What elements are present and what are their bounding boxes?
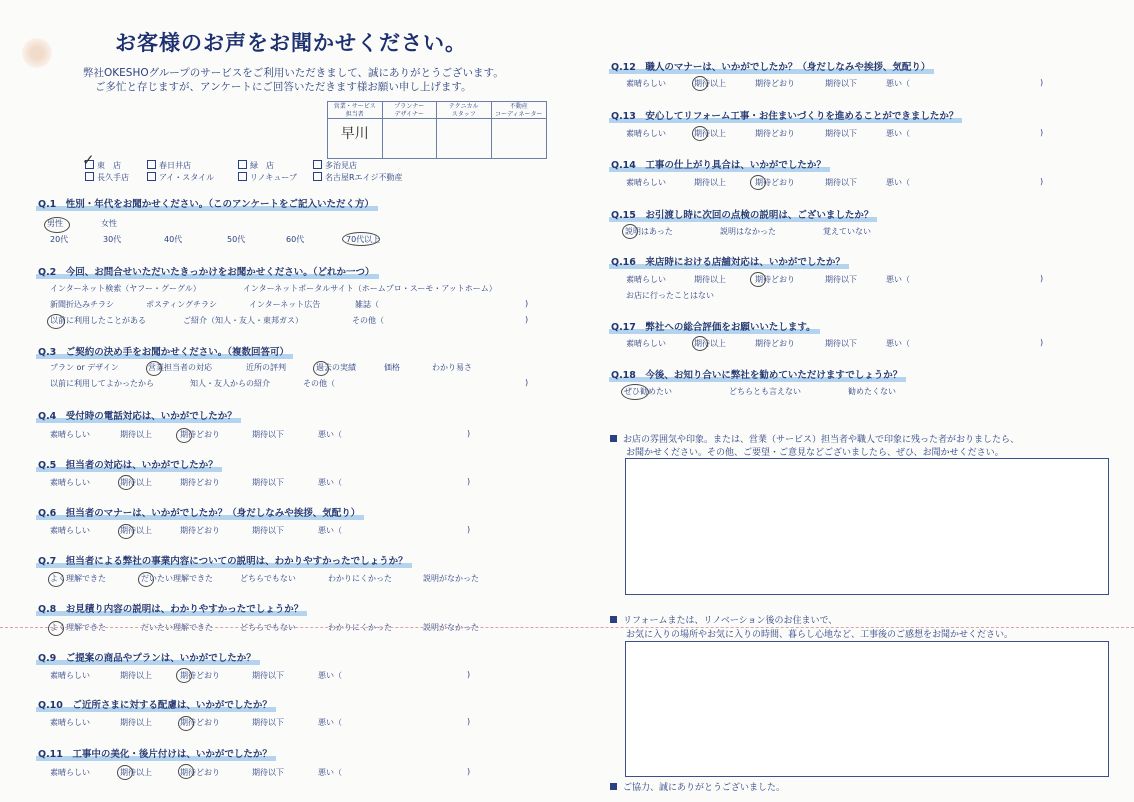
answer-circle (178, 716, 194, 731)
answer-option[interactable]: 期待以下 (825, 339, 857, 348)
answer-option[interactable]: 期待以上 (694, 79, 726, 88)
answer-circle (621, 384, 649, 400)
answer-option: ) (525, 315, 529, 324)
answer-option[interactable]: 男性 (47, 219, 63, 228)
answer-option[interactable]: 以前に利用してよかったから (50, 379, 154, 388)
answer-option[interactable]: 期待どおり (755, 178, 795, 187)
intro-line-1: 弊社OKESHOグループのサービスをご利用いただきまして、誠にありがとうございます。 (83, 67, 504, 79)
answer-option[interactable]: 期待以下 (825, 129, 857, 138)
answer-option[interactable]: 説明がなかった (423, 623, 479, 632)
question-heading: Q.16 来店時における店舗対応は、いかがでしたか？ (611, 254, 845, 268)
staff-cell-planner[interactable] (383, 119, 438, 158)
question-heading: Q.5 担当者の対応は、いかがでしたか？ (38, 457, 218, 471)
answer-option: ) (467, 525, 471, 534)
question-heading: Q.4 受付時の電話対応は、いかがでしたか？ (38, 408, 237, 422)
answer-option[interactable]: 素晴らしい (626, 129, 666, 138)
free-text-1-prompt-1: お店の雰囲気や印象。または、営業（サービス）担当者や職人で印象に残った者がおりましたら、 (610, 432, 1019, 445)
question-heading: Q.1 性別・年代をお聞かせください。（このアンケートをご記入いただく方） (38, 196, 374, 210)
answer-option[interactable]: 期待以上 (694, 275, 726, 284)
answer-option[interactable]: ポスティングチラシ (146, 300, 218, 309)
answer-option[interactable]: 20代 (50, 235, 69, 244)
answer-option: ) (467, 477, 471, 486)
answer-option[interactable]: 期待以上 (120, 768, 152, 777)
answer-option[interactable]: 期待どおり (180, 526, 220, 535)
question-heading: Q.11 工事中の美化・後片付けは、いかがでしたか？ (38, 746, 272, 760)
answer-option[interactable]: 期待どおり (755, 79, 795, 88)
answer-option: ) (1040, 338, 1044, 347)
bullet-square-icon (610, 435, 617, 442)
store-option[interactable]: 東 店 (85, 160, 121, 171)
answer-option: ) (1040, 274, 1044, 283)
answer-option[interactable]: 素晴らしい (626, 79, 666, 88)
store-option[interactable]: 春日井店 (147, 160, 191, 171)
answer-circle (622, 224, 638, 239)
answer-option[interactable]: 期待どおり (180, 430, 220, 439)
answer-option: ) (467, 429, 471, 438)
store-option[interactable]: 多治見店 (313, 160, 357, 171)
logo-stamp (22, 38, 52, 68)
answer-option[interactable]: 説明はあった (625, 227, 673, 236)
answer-option[interactable]: 悪い（ (318, 718, 342, 727)
answer-circle (146, 361, 162, 376)
answer-option[interactable]: ぜひ勧めたい (624, 387, 672, 396)
answer-option[interactable]: インターネット広告 (249, 300, 321, 309)
answer-option[interactable]: お店に行ったことはない (626, 291, 714, 300)
store-option[interactable]: 長久手店 (85, 172, 129, 183)
store-option[interactable]: アイ・スタイル (147, 172, 214, 183)
checkbox[interactable] (85, 172, 94, 181)
answer-option[interactable]: 期待どおり (180, 768, 220, 777)
question-heading: Q.12 職人のマナーは、いかがでしたか？（身だしなみや挨拶、気配り） (611, 59, 930, 73)
question-heading: Q.6 担当者のマナーは、いかがでしたか？（身だしなみや挨拶、気配り） (38, 505, 360, 519)
answer-option[interactable]: 以前に利用したことがある (50, 316, 146, 325)
answer-option: ) (1040, 128, 1044, 137)
question-heading: Q.3 ご契約の決め手をお聞かせください。（複数回答可） (38, 344, 289, 358)
answer-option[interactable]: 雑誌（ (355, 300, 379, 309)
answer-option: ) (467, 767, 471, 776)
staff-header-planner: プランナー デザイナー (383, 102, 438, 119)
free-text-2-prompt-1: リフォームまたは、リノベーション後のお住まいで、 (610, 613, 837, 626)
store-option[interactable]: 名古屋Rエイジ不動産 (313, 172, 403, 183)
answer-option[interactable]: 期待以下 (252, 430, 284, 439)
answer-option[interactable]: 期待以下 (252, 671, 284, 680)
answer-option[interactable]: 悪い（ (318, 526, 342, 535)
store-option[interactable]: 緑 店 (238, 160, 274, 171)
answer-option[interactable]: 悪い（ (886, 178, 910, 187)
answer-option[interactable]: インターネットポータルサイト（ホームプロ・スーモ・アットホーム） (243, 284, 497, 293)
answer-option: ) (525, 378, 529, 387)
answer-option[interactable]: だいたい理解できた (141, 574, 213, 583)
answer-option[interactable]: だいたい理解できた (141, 623, 213, 632)
answer-option[interactable]: どちらでもない (240, 574, 296, 583)
answer-option[interactable]: 期待以上 (694, 178, 726, 187)
answer-circle (138, 572, 154, 587)
answer-option: ) (467, 717, 471, 726)
answer-option[interactable]: 期待以上 (694, 129, 726, 138)
answer-option[interactable]: 期待どおり (755, 275, 795, 284)
answer-circle (176, 428, 192, 443)
staff-header-technical: テクニカル スタッフ (437, 102, 492, 119)
question-heading: Q.17 弊社への総合評価をお願いいたします。 (611, 319, 816, 333)
question-heading: Q.14 工事の仕上がり具合は、いかがでしたか？ (611, 157, 826, 171)
answer-option[interactable]: 期待どおり (180, 671, 220, 680)
question-heading: Q.2 今回、お問合せいただいたきっかけをお聞かせください。（どれか一つ） (38, 264, 375, 278)
free-text-1-box[interactable] (625, 458, 1109, 595)
answer-option[interactable]: 説明はなかった (720, 227, 776, 236)
answer-circle (313, 361, 329, 376)
fold-line (0, 627, 1134, 628)
staff-header-sales: 営業・サービス 担当者 (328, 102, 383, 119)
answer-circle (118, 524, 134, 539)
answer-option[interactable]: 新聞折込みチラシ (50, 300, 114, 309)
answer-option[interactable]: 素晴らしい (50, 478, 90, 487)
answer-circle (342, 232, 380, 246)
staff-table (327, 101, 547, 159)
answer-option[interactable]: 悪い（ (886, 275, 910, 284)
answer-option[interactable]: よく理解できた (50, 623, 106, 632)
answer-circle (44, 217, 70, 233)
answer-option[interactable]: 女性 (101, 219, 117, 228)
answer-circle (176, 668, 192, 683)
answer-circle (48, 621, 64, 636)
question-heading: Q.9 ご提案の商品やプランは、いかがでしたか？ (38, 650, 256, 664)
answer-circle (117, 765, 133, 780)
answer-option[interactable]: わかり易さ (432, 363, 472, 372)
bullet-square-icon (610, 783, 617, 790)
answer-circle (750, 175, 766, 190)
checkbox[interactable] (147, 160, 156, 169)
answer-option[interactable]: 40代 (164, 235, 183, 244)
answer-option[interactable]: 悪い（ (318, 430, 342, 439)
answer-option[interactable]: 期待以上 (120, 671, 152, 680)
answer-option[interactable]: わかりにくかった (328, 574, 392, 583)
answer-option[interactable]: 期待以下 (252, 526, 284, 535)
free-text-2-prompt-2: お気に入りの場所やお気に入りの時間、暮らし心地など、工事後のご感想をお聞かせください。 (626, 630, 1014, 640)
answer-option[interactable]: 覚えていない (823, 227, 871, 236)
answer-option[interactable]: 期待どおり (755, 339, 795, 348)
answer-option[interactable]: 素晴らしい (50, 768, 90, 777)
answer-option[interactable]: 素晴らしい (50, 430, 90, 439)
free-text-1-prompt-2: お聞かせください。その他、ご要望・ご意見などございましたら、ぜひ、お聞かせください。 (626, 448, 1004, 458)
answer-option[interactable]: 素晴らしい (626, 339, 666, 348)
answer-option: ) (1040, 78, 1044, 87)
staff-header-realestate: 不動産 コーディネーター (492, 102, 547, 119)
question-heading: Q.13 安心してリフォーム工事・お住まいづくりを進めることができましたか？ (611, 108, 958, 122)
footer-thanks: ご協力、誠にありがとうございました。 (610, 780, 785, 793)
answer-option[interactable]: 期待以下 (252, 478, 284, 487)
answer-option[interactable]: 説明がなかった (423, 574, 479, 583)
answer-option[interactable]: 勧めたくない (848, 387, 896, 396)
answer-option[interactable]: 悪い（ (318, 671, 342, 680)
answer-option[interactable]: 期待以上 (694, 339, 726, 348)
question-heading: Q.15 お引渡し時に次回の点検の説明は、ございましたか？ (611, 207, 873, 221)
answer-option[interactable]: その他（ (352, 316, 384, 325)
answer-circle (692, 126, 708, 141)
answer-option[interactable]: 素晴らしい (626, 178, 666, 187)
answer-option[interactable]: 期待以上 (120, 478, 152, 487)
answer-option[interactable]: 期待以上 (120, 430, 152, 439)
handwritten-name: 早川 (340, 126, 369, 142)
answer-option[interactable]: 期待以下 (825, 79, 857, 88)
checkbox[interactable] (238, 160, 247, 169)
answer-option[interactable]: 素晴らしい (50, 718, 90, 727)
answer-option[interactable]: わかりにくかった (328, 623, 392, 632)
staff-cell-sales[interactable] (328, 119, 383, 158)
answer-circle (178, 764, 194, 779)
staff-cell-realestate[interactable] (492, 119, 547, 158)
answer-option[interactable]: 期待以下 (252, 768, 284, 777)
answer-option[interactable]: どちらとも言えない (729, 387, 801, 396)
answer-option[interactable]: 悪い（ (318, 478, 342, 487)
answer-option[interactable]: よく理解できた (50, 574, 106, 583)
answer-option[interactable]: その他（ (303, 379, 335, 388)
answer-option[interactable]: 知人・友人からの紹介 (190, 379, 270, 388)
question-heading: Q.18 今後、お知り合いに弊社を勧めていただけますでしょうか？ (611, 367, 902, 381)
answer-option: ) (525, 299, 529, 308)
answer-circle (750, 272, 766, 287)
answer-circle (692, 336, 708, 351)
answer-option[interactable]: 30代 (103, 235, 122, 244)
answer-option[interactable]: 期待どおり (180, 478, 220, 487)
checkbox[interactable] (313, 160, 322, 169)
answer-option[interactable]: 価格 (384, 363, 400, 372)
question-heading: Q.8 お見積り内容の説明は、わかりやすかったでしょうか？ (38, 601, 303, 615)
answer-option[interactable]: 悪い（ (886, 339, 910, 348)
answer-circle (692, 76, 708, 91)
answer-option: ) (1040, 177, 1044, 186)
intro-line-2: ご多忙と存じますが、アンケートにご回答いただきます様お願い申し上げます。 (95, 81, 472, 93)
store-option[interactable]: リノキューブ (238, 172, 297, 183)
free-text-2-box[interactable] (625, 641, 1109, 777)
answer-option[interactable]: 50代 (227, 235, 246, 244)
answer-option[interactable]: 60代 (286, 235, 305, 244)
check-mark: ✓ (82, 151, 95, 169)
answer-option[interactable]: 期待どおり (755, 129, 795, 138)
answer-option[interactable]: ご紹介（知人・友人・東邦ガス） (183, 316, 303, 325)
answer-option[interactable]: 悪い（ (886, 129, 910, 138)
survey-title: お客様のお声をお聞かせください。 (115, 31, 467, 55)
answer-circle (48, 572, 64, 587)
answer-option[interactable]: 期待以下 (252, 718, 284, 727)
answer-option[interactable]: どちらでもない (240, 623, 296, 632)
answer-option[interactable]: 期待以下 (825, 275, 857, 284)
answer-option[interactable]: 素晴らしい (50, 671, 90, 680)
answer-option[interactable]: 営業担当者の対応 (148, 363, 212, 372)
staff-cell-technical[interactable] (437, 119, 492, 158)
question-heading: Q.7 担当者による弊社の事業内容についての説明は、わかりやすかったでしょうか？ (38, 553, 408, 567)
answer-option[interactable]: 期待以下 (825, 178, 857, 187)
answer-option[interactable]: 70代以上 (346, 235, 381, 244)
answer-option[interactable]: 期待以上 (120, 526, 152, 535)
answer-option[interactable]: 近所の評判 (246, 363, 286, 372)
answer-option[interactable]: 過去の実績 (316, 363, 356, 372)
bullet-square-icon (610, 616, 617, 623)
answer-option: ) (467, 670, 471, 679)
checkbox[interactable] (313, 172, 322, 181)
answer-circle (118, 475, 134, 490)
answer-circle (47, 314, 65, 329)
checkbox[interactable] (147, 172, 156, 181)
answer-option[interactable]: プラン or デザイン (50, 363, 119, 372)
answer-option[interactable]: 期待どおり (180, 718, 220, 727)
answer-option[interactable]: 期待以上 (120, 718, 152, 727)
checkbox[interactable] (238, 172, 247, 181)
answer-option[interactable]: インターネット検索（ヤフー・グーグル） (50, 284, 201, 293)
answer-option[interactable]: 悪い（ (886, 79, 910, 88)
answer-option[interactable]: 素晴らしい (626, 275, 666, 284)
answer-option[interactable]: 素晴らしい (50, 526, 90, 535)
answer-option[interactable]: 悪い（ (318, 768, 342, 777)
question-heading: Q.10 ご近所さまに対する配慮は、いかがでしたか？ (38, 697, 272, 711)
